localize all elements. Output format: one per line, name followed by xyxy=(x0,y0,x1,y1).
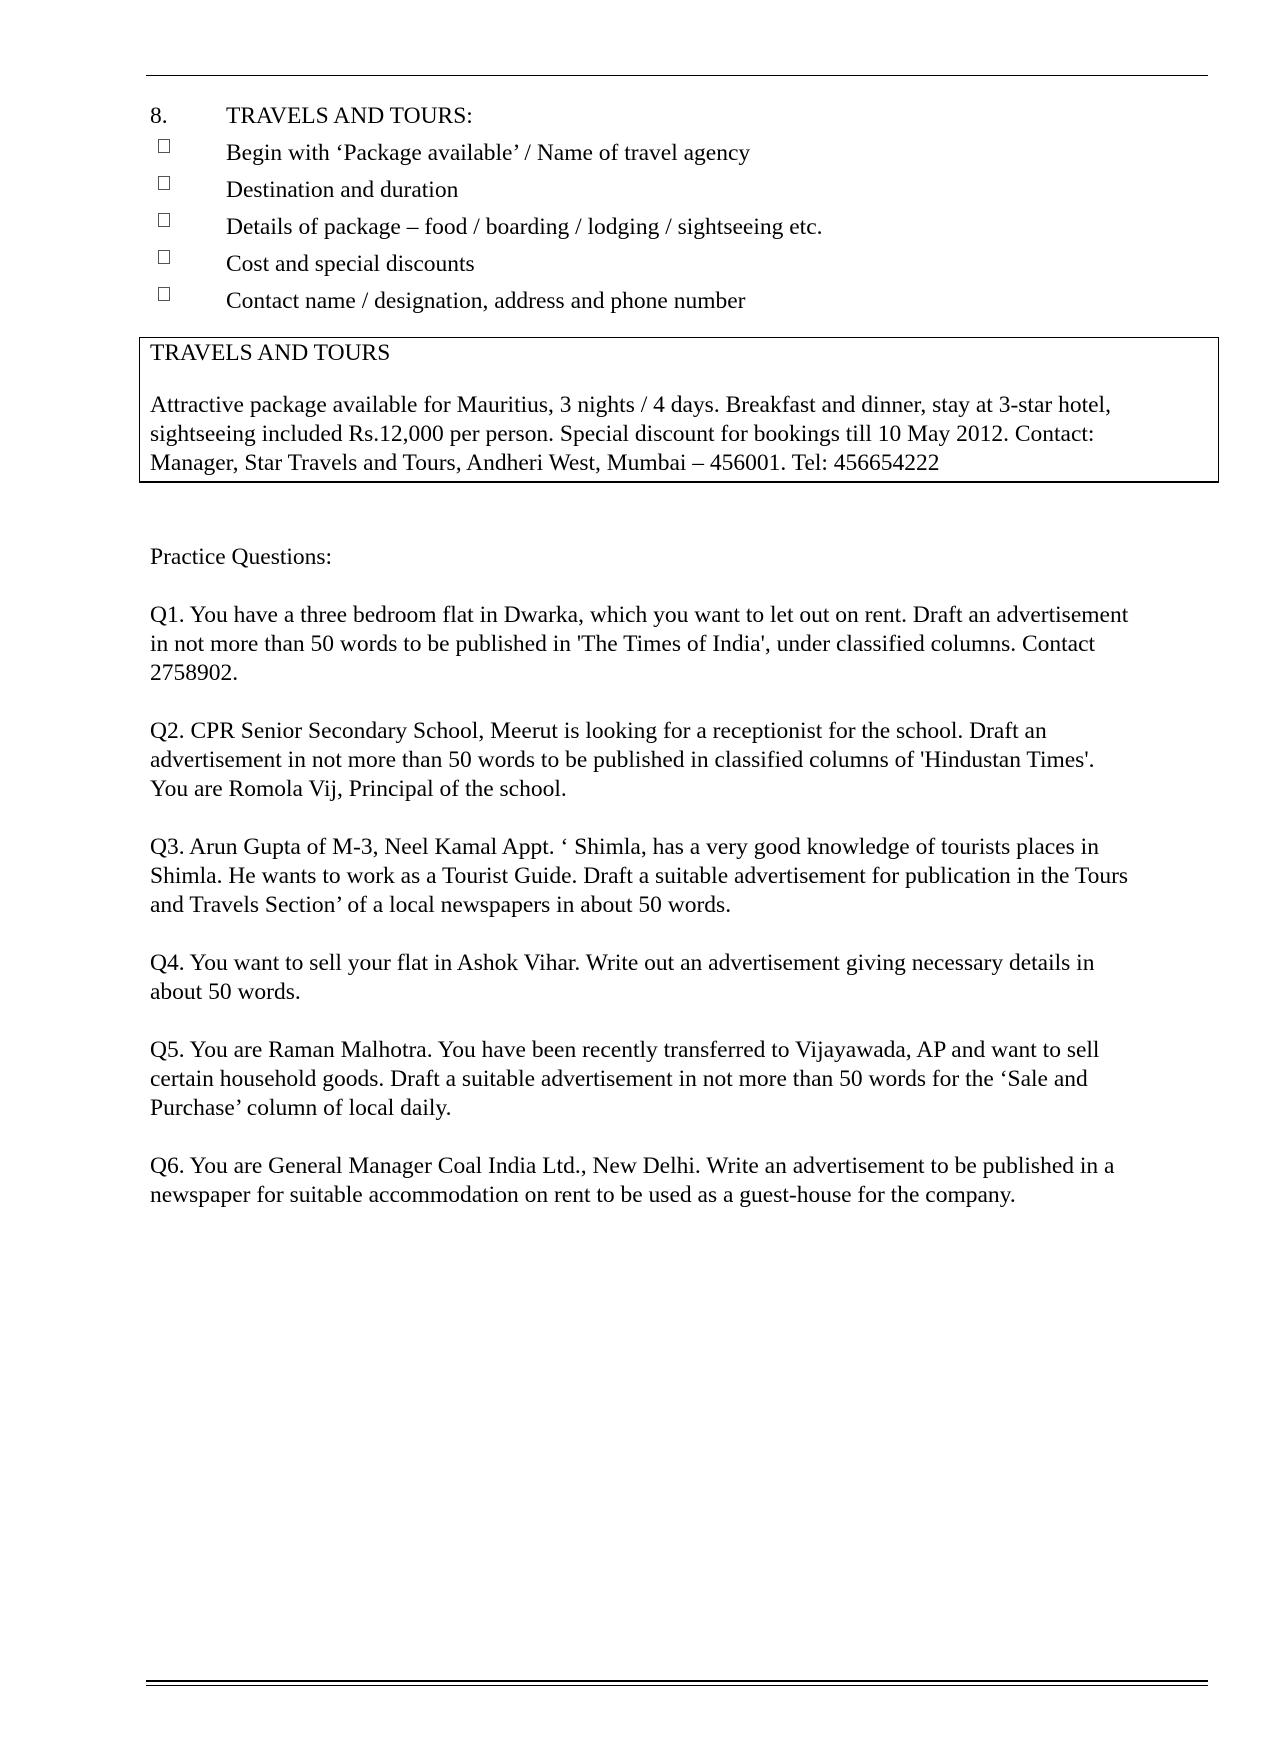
footer-rule xyxy=(146,1680,1208,1686)
question-line: Q6. You are General Manager Coal India Ltd., New Delhi. Write an advertisement to be published in a xyxy=(150,1153,1115,1179)
question-line: You are Romola Vij, Principal of the school. xyxy=(150,776,567,802)
question-3 xyxy=(150,833,1220,920)
square-bullet-icon xyxy=(150,168,226,197)
question-line: certain household goods. Draft a suitable advertisement in not more than 50 words for the ‘Sale and xyxy=(150,1066,1088,1092)
question-1 xyxy=(150,601,1220,688)
bullet-text: Destination and duration xyxy=(226,177,459,203)
question-line: about 50 words. xyxy=(150,979,301,1005)
question-line: 2758902. xyxy=(150,660,239,686)
section-heading xyxy=(150,102,1210,131)
sample-body xyxy=(150,391,1208,478)
square-bullet-icon xyxy=(150,131,226,160)
question-line: newspaper for suitable accommodation on rent to be used as a guest-house for the company. xyxy=(150,1182,1016,1208)
question-4 xyxy=(150,949,1220,1007)
question-6 xyxy=(150,1152,1220,1210)
question-line: Q2. CPR Senior Secondary School, Meerut is looking for a receptionist for the school. Draft an xyxy=(150,718,1047,744)
bullet-text: Contact name / designation, address and phone number xyxy=(226,288,746,314)
sample-line: sightseeing included Rs.12,000 per person. Special discount for bookings till 10 May 2012. Contact: xyxy=(150,421,1095,447)
question-line: Q4. You want to sell your flat in Ashok Vihar. Write out an advertisement giving necessary details in xyxy=(150,950,1095,976)
section-title: TRAVELS AND TOURS: xyxy=(226,103,473,129)
bullet-text: Details of package – food / boarding / lodging / sightseeing etc. xyxy=(226,214,823,240)
practice-title: Practice Questions: xyxy=(150,544,333,570)
square-bullet-icon xyxy=(150,279,226,308)
header-rule xyxy=(146,75,1208,76)
sample-line: Attractive package available for Mauritius, 3 nights / 4 days. Breakfast and dinner, stay at 3-star hotel, xyxy=(150,392,1111,418)
bullet-item xyxy=(150,279,1210,316)
question-2 xyxy=(150,717,1220,804)
question-line: Q1. You have a three bedroom flat in Dwarka, which you want to let out on rent. Draft an advertisement xyxy=(150,602,1129,628)
section-travels-tours xyxy=(150,102,1210,316)
question-line: Shimla. He wants to work as a Tourist Guide. Draft a suitable advertisement for publication in the Tours xyxy=(150,863,1129,889)
bullet-item xyxy=(150,131,1210,168)
sample-line: Manager, Star Travels and Tours, Andheri West, Mumbai – 456001. Tel: 456654222 xyxy=(150,450,940,476)
question-line: and Travels Section’ of a local newspapers in about 50 words. xyxy=(150,892,732,918)
square-bullet-icon xyxy=(150,242,226,271)
question-line: Q3. Arun Gupta of M-3, Neel Kamal Appt. ‘ Shimla, has a very good knowledge of tourists places in xyxy=(150,834,1099,860)
bullet-item xyxy=(150,168,1210,205)
bullet-item xyxy=(150,205,1210,242)
practice-questions xyxy=(150,543,1220,1239)
question-5 xyxy=(150,1036,1220,1123)
question-line: Purchase’ column of local daily. xyxy=(150,1095,452,1121)
sample-advertisement-box xyxy=(139,337,1219,483)
bullet-text: Begin with ‘Package available’ / Name of travel agency xyxy=(226,140,751,166)
question-line: Q5. You are Raman Malhotra. You have been recently transferred to Vijayawada, AP and want to sell xyxy=(150,1037,1100,1063)
question-line: advertisement in not more than 50 words to be published in classified columns of 'Hindustan Times'. xyxy=(150,747,1095,773)
question-line: in not more than 50 words to be published in 'The Times of India', under classified columns. Contact xyxy=(150,631,1096,657)
bullet-text: Cost and special discounts xyxy=(226,251,475,277)
sample-title: TRAVELS AND TOURS xyxy=(150,340,391,366)
square-bullet-icon xyxy=(150,205,226,234)
bullet-item xyxy=(150,242,1210,279)
section-number: 8. xyxy=(150,103,168,129)
